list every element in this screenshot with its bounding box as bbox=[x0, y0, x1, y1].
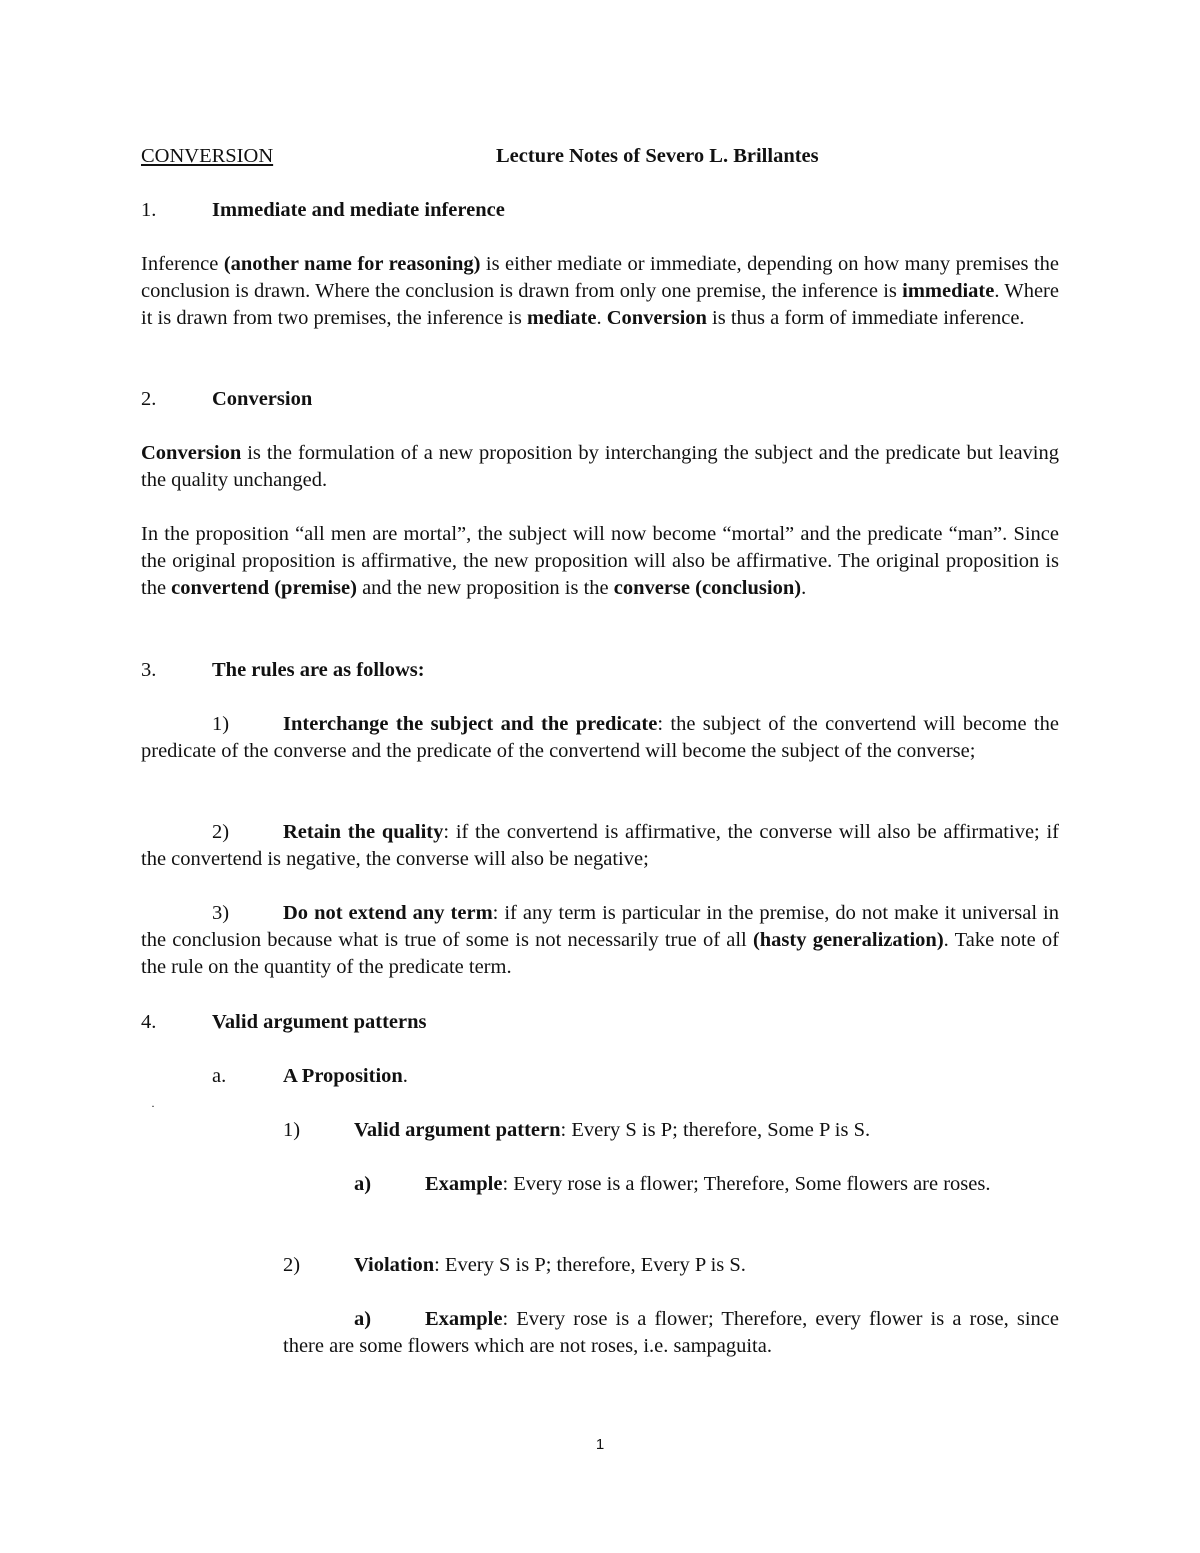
section-3-number: 3. bbox=[141, 659, 157, 681]
section-2-number: 2. bbox=[141, 388, 157, 410]
rule-2: 2) Retain the quality: if the convertend is affirmative, the converse will also be affirmative; if the convertend is negative, the converse will also be negative; bbox=[141, 821, 1059, 870]
rule-3: 3) Do not extend any term: if any term is particular in the premise, do not make it universal in the conclusion because what is true of some is not necessarily true of all (hasty generalization). Take note of the rule on the quantity of the predicate term. bbox=[141, 902, 1059, 978]
section-1-paragraph: Inference (another name for reasoning) is either mediate or immediate, depending on how many premises the conclusion is drawn. Where the conclusion is drawn from only one premise, the inference is immediate. Where it is drawn from two premises, the inference is mediate. Conversion is thus a form of immediate inference. bbox=[141, 253, 1059, 329]
section-2-paragraph-1: Conversion is the formulation of a new proposition by interchanging the subject and the predicate but leaving the quality unchanged. bbox=[141, 442, 1059, 491]
section-4-heading: Valid argument patterns bbox=[212, 1011, 427, 1033]
example-2: a) Example: Every rose is a flower; Therefore, every flower is a rose, since there are some flowers which are not roses, i.e. sampaguita. bbox=[283, 1308, 1059, 1357]
document-subtitle: Lecture Notes of Severo L. Brillantes bbox=[496, 145, 819, 167]
subsection-a-heading: A Proposition. bbox=[283, 1065, 408, 1087]
item-1-number: 1) bbox=[283, 1119, 301, 1141]
section-2-heading: Conversion bbox=[212, 388, 313, 410]
section-3-heading: The rules are as follows: bbox=[212, 659, 425, 681]
rule-1: 1) Interchange the subject and the predicate: the subject of the convertend will become the predicate of the converse and the predicate of the convertend will become the subject of the converse; bbox=[141, 713, 1059, 762]
section-1-heading: Immediate and mediate inference bbox=[212, 199, 505, 221]
item-2-number: 2) bbox=[283, 1254, 301, 1276]
document-title: CONVERSION bbox=[141, 145, 274, 167]
section-2-paragraph-2: In the proposition “all men are mortal”, the subject will now become “mortal” and the predicate “man”. Since the original proposition is affirmative, the new proposition will also be affirmative. The original proposition is the convertend (premise) and the new proposition is the converse (conclusion). bbox=[141, 523, 1059, 599]
stray-dot: · bbox=[151, 1099, 155, 1113]
section-1-number: 1. bbox=[141, 199, 157, 221]
section-4-number: 4. bbox=[141, 1011, 157, 1033]
item-2-text: Violation: Every S is P; therefore, Every P is S. bbox=[354, 1254, 746, 1276]
subsection-a-letter: a. bbox=[212, 1065, 227, 1087]
page-number: 1 bbox=[595, 1436, 605, 1453]
item-1-text: Valid argument pattern: Every S is P; therefore, Some P is S. bbox=[354, 1119, 871, 1141]
example-1: a) Example: Every rose is a flower; Therefore, Some flowers are roses. bbox=[354, 1173, 991, 1195]
